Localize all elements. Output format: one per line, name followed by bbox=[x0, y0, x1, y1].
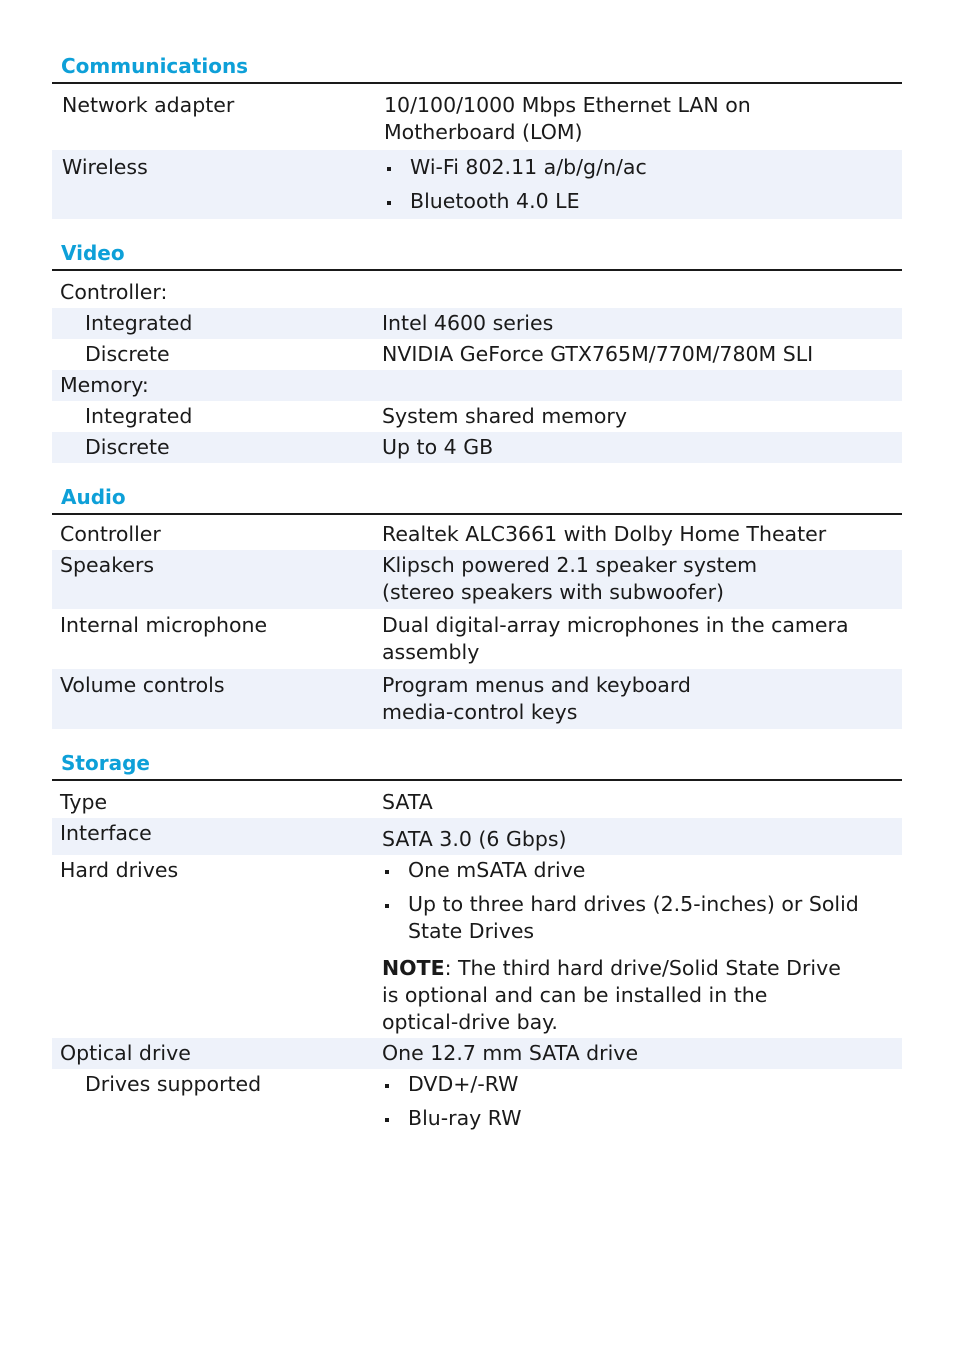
list-item: Up to three hard drives (2.5-inches) or Solid State Drives bbox=[382, 891, 872, 945]
section-title-storage: Storage bbox=[52, 751, 902, 781]
row-storage-optical bbox=[52, 1038, 902, 1069]
row-value: SATA 3.0 (6 Gbps) bbox=[382, 827, 567, 851]
row-label: Internal microphone bbox=[60, 613, 268, 637]
row-wireless bbox=[52, 150, 902, 219]
row-audio-microphone bbox=[52, 609, 902, 669]
row-label: Optical drive bbox=[60, 1041, 191, 1065]
row-video-mem-integrated bbox=[52, 401, 902, 432]
row-storage-interface bbox=[52, 818, 902, 855]
row-label: Discrete bbox=[85, 435, 170, 459]
row-label: Wireless bbox=[62, 155, 148, 179]
section-title-audio: Audio bbox=[52, 485, 902, 515]
row-value: 10/100/1000 Mbps Ethernet LAN on Motherboard (LOM) bbox=[384, 93, 751, 144]
row-label: Hard drives bbox=[60, 858, 179, 882]
hard-drives-list bbox=[382, 857, 872, 945]
row-value: Klipsch powered 2.1 speaker system bbox=[382, 553, 758, 577]
row-label: Discrete bbox=[85, 342, 170, 366]
row-video-controller bbox=[52, 271, 902, 308]
row-label: Controller bbox=[60, 522, 161, 546]
row-label: Volume controls bbox=[60, 673, 225, 697]
drives-supported-list bbox=[382, 1071, 872, 1132]
note-body: : The third hard drive/Solid State Drive is optional and can be installed in the optical-drive bay. bbox=[382, 956, 841, 1034]
section-title-communications: Communications bbox=[52, 54, 902, 84]
row-value: Program menus and keyboard bbox=[382, 673, 691, 697]
row-label: Integrated bbox=[85, 311, 193, 335]
row-audio-speakers bbox=[52, 550, 902, 609]
row-value: NVIDIA GeForce GTX765M/770M/780M SLI bbox=[382, 342, 814, 366]
row-label: Drives supported bbox=[85, 1072, 262, 1096]
row-audio-volume bbox=[52, 669, 902, 729]
row-network-adapter bbox=[52, 84, 902, 150]
row-value: SATA bbox=[382, 790, 433, 814]
row-value: Intel 4600 series bbox=[382, 311, 554, 335]
note-label: NOTE bbox=[382, 956, 445, 980]
list-item: Wi-Fi 802.11 a/b/g/n/ac bbox=[384, 154, 872, 181]
list-item: DVD+/-RW bbox=[382, 1071, 872, 1098]
row-value: System shared memory bbox=[382, 404, 627, 428]
row-storage-hard-drives bbox=[52, 855, 902, 1038]
row-video-memory bbox=[52, 370, 902, 401]
section-communications bbox=[52, 54, 902, 219]
row-label: Controller: bbox=[60, 280, 168, 304]
row-value: media-control keys bbox=[382, 700, 578, 724]
row-label: Network adapter bbox=[62, 93, 235, 117]
section-title-video: Video bbox=[52, 241, 902, 271]
row-value: Up to 4 GB bbox=[382, 435, 494, 459]
row-label: Interface bbox=[60, 821, 152, 845]
list-item: Bluetooth 4.0 LE bbox=[384, 188, 872, 215]
row-label: Memory: bbox=[60, 373, 149, 397]
section-storage bbox=[52, 751, 902, 1134]
list-item: One mSATA drive bbox=[382, 857, 872, 884]
row-value: Realtek ALC3661 with Dolby Home Theater bbox=[382, 522, 827, 546]
row-value: One 12.7 mm SATA drive bbox=[382, 1041, 639, 1065]
row-label: Speakers bbox=[60, 553, 155, 577]
spec-page bbox=[52, 54, 902, 1156]
row-video-ctrl-discrete bbox=[52, 339, 902, 370]
row-storage-drives-supported bbox=[52, 1069, 902, 1134]
list-item: Blu-ray RW bbox=[382, 1105, 872, 1132]
row-label: Type bbox=[60, 790, 108, 814]
section-video bbox=[52, 241, 902, 463]
row-audio-controller bbox=[52, 515, 902, 550]
row-storage-type bbox=[52, 781, 902, 818]
row-video-mem-discrete bbox=[52, 432, 902, 463]
row-value: Dual digital-array microphones in the camera assembly bbox=[382, 613, 849, 664]
section-audio bbox=[52, 485, 902, 729]
wireless-list bbox=[384, 154, 872, 215]
row-value: (stereo speakers with subwoofer) bbox=[382, 580, 725, 604]
note-text bbox=[382, 955, 872, 1036]
row-video-ctrl-integrated bbox=[52, 308, 902, 339]
row-label: Integrated bbox=[85, 404, 193, 428]
